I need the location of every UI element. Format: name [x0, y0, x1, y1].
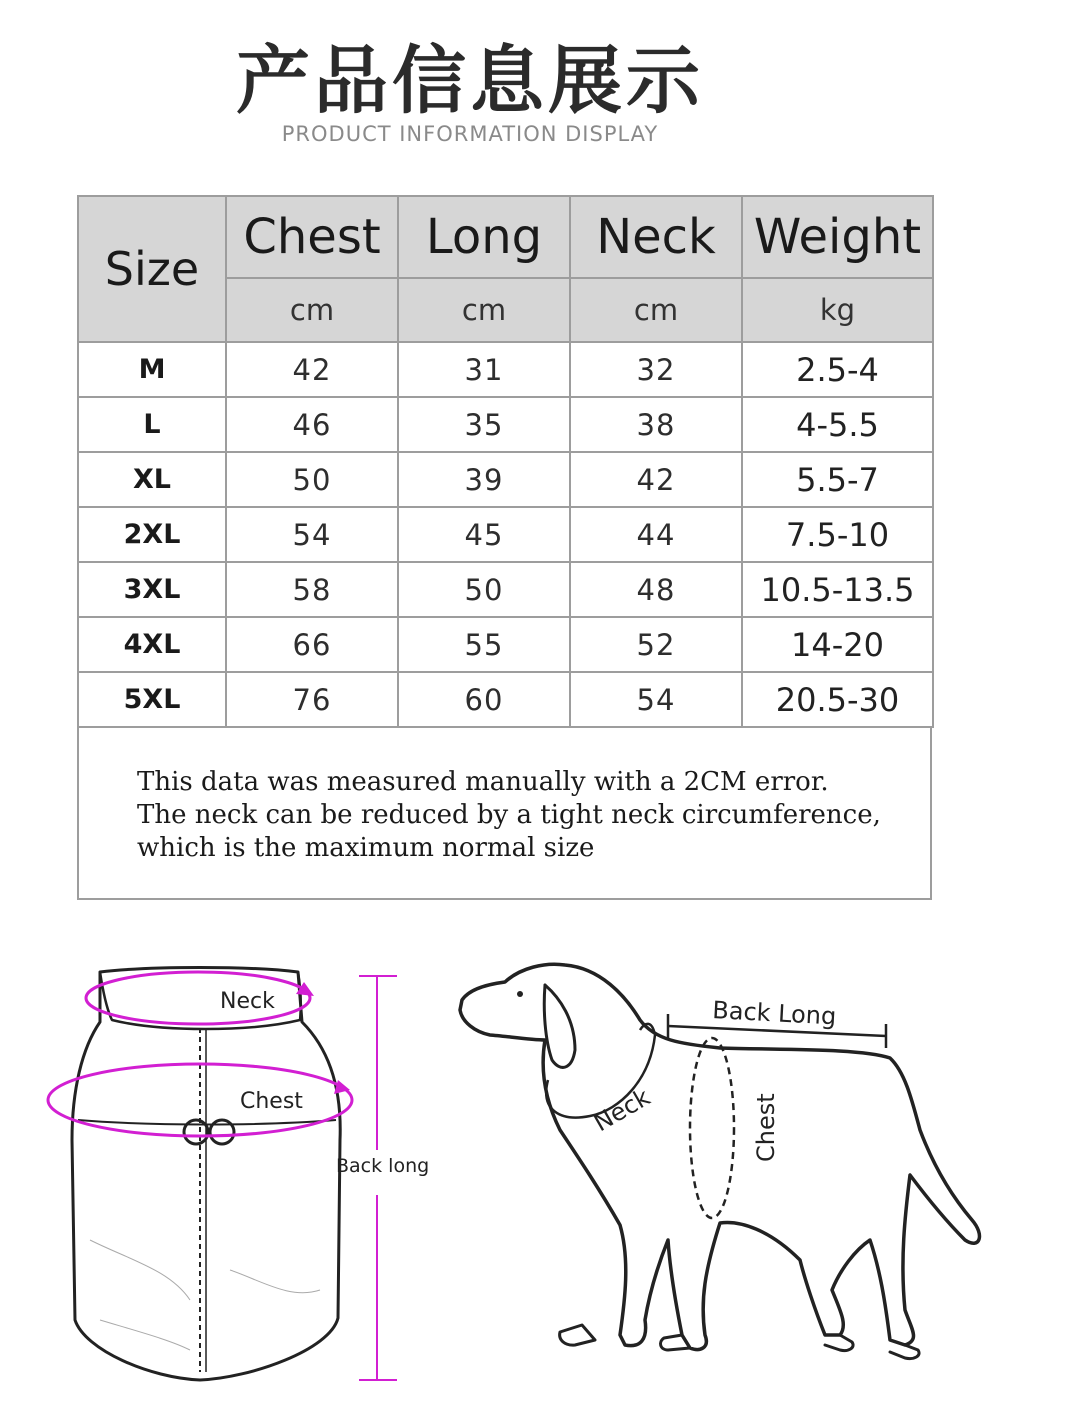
weight-column-header: Weight [742, 196, 933, 278]
weight-cell: 2.5-4 [742, 342, 933, 397]
size-cell: M [78, 342, 226, 397]
size-column-header: Size [78, 196, 226, 342]
weight-cell: 10.5-13.5 [742, 562, 933, 617]
note-line-1: This data was measured manually with a 2CM error. [137, 767, 829, 797]
dog-back-long-label: Back Long [711, 996, 837, 1031]
chest-column-header: Chest [226, 196, 398, 278]
chest-cell: 46 [226, 397, 398, 452]
table-row [78, 452, 933, 507]
note-line-3: which is the maximum normal size [137, 833, 595, 863]
chest-cell: 50 [226, 452, 398, 507]
dog-eye-icon [517, 991, 523, 997]
table-row [78, 397, 933, 452]
vest-back-long-label: Back long [336, 1155, 430, 1177]
measurement-note [77, 726, 932, 900]
table-row [78, 342, 933, 397]
size-cell: 2XL [78, 507, 226, 562]
chest-cell: 42 [226, 342, 398, 397]
neck-cell: 42 [570, 452, 742, 507]
long-cell: 39 [398, 452, 570, 507]
neck-cell: 48 [570, 562, 742, 617]
long-unit: cm [398, 278, 570, 342]
weight-cell: 7.5-10 [742, 507, 933, 562]
weight-cell: 4-5.5 [742, 397, 933, 452]
chest-cell: 76 [226, 672, 398, 727]
weight-cell: 5.5-7 [742, 452, 933, 507]
dog-chest-marker [690, 1038, 734, 1218]
long-cell: 45 [398, 507, 570, 562]
size-cell: 5XL [78, 672, 226, 727]
vest-neck-label: Neck [220, 989, 275, 1014]
vest-back-long-marker [359, 976, 397, 1380]
neck-cell: 38 [570, 397, 742, 452]
long-cell: 31 [398, 342, 570, 397]
neck-cell: 32 [570, 342, 742, 397]
dog-neck-label: Neck [589, 1083, 655, 1138]
weight-cell: 14-20 [742, 617, 933, 672]
vest-neck-marker [86, 972, 314, 1024]
neck-cell: 54 [570, 672, 742, 727]
table-row [78, 507, 933, 562]
size-cell: L [78, 397, 226, 452]
page-subtitle: PRODUCT INFORMATION DISPLAY [281, 122, 659, 146]
dog-chest-label: Chest [752, 1093, 780, 1162]
neck-unit: cm [570, 278, 742, 342]
measurement-diagram [0, 940, 1080, 1420]
vest-illustration [72, 968, 340, 1381]
size-cell: 3XL [78, 562, 226, 617]
chest-unit: cm [226, 278, 398, 342]
size-cell: XL [78, 452, 226, 507]
table-row [78, 672, 933, 727]
weight-cell: 20.5-30 [742, 672, 933, 727]
chest-cell: 54 [226, 507, 398, 562]
size-chart-table [77, 195, 934, 728]
size-cell: 4XL [78, 617, 226, 672]
chest-cell: 58 [226, 562, 398, 617]
vest-chest-label: Chest [240, 1089, 303, 1114]
long-column-header: Long [398, 196, 570, 278]
weight-unit: kg [742, 278, 933, 342]
long-cell: 50 [398, 562, 570, 617]
long-cell: 35 [398, 397, 570, 452]
note-line-2: The neck can be reduced by a tight neck circumference, [137, 800, 881, 830]
long-cell: 60 [398, 672, 570, 727]
neck-column-header: Neck [570, 196, 742, 278]
table-row [78, 562, 933, 617]
table-row [78, 617, 933, 672]
long-cell: 55 [398, 617, 570, 672]
chest-cell: 66 [226, 617, 398, 672]
neck-cell: 44 [570, 507, 742, 562]
neck-cell: 52 [570, 617, 742, 672]
page-title: 产品信息展示 [236, 38, 704, 124]
